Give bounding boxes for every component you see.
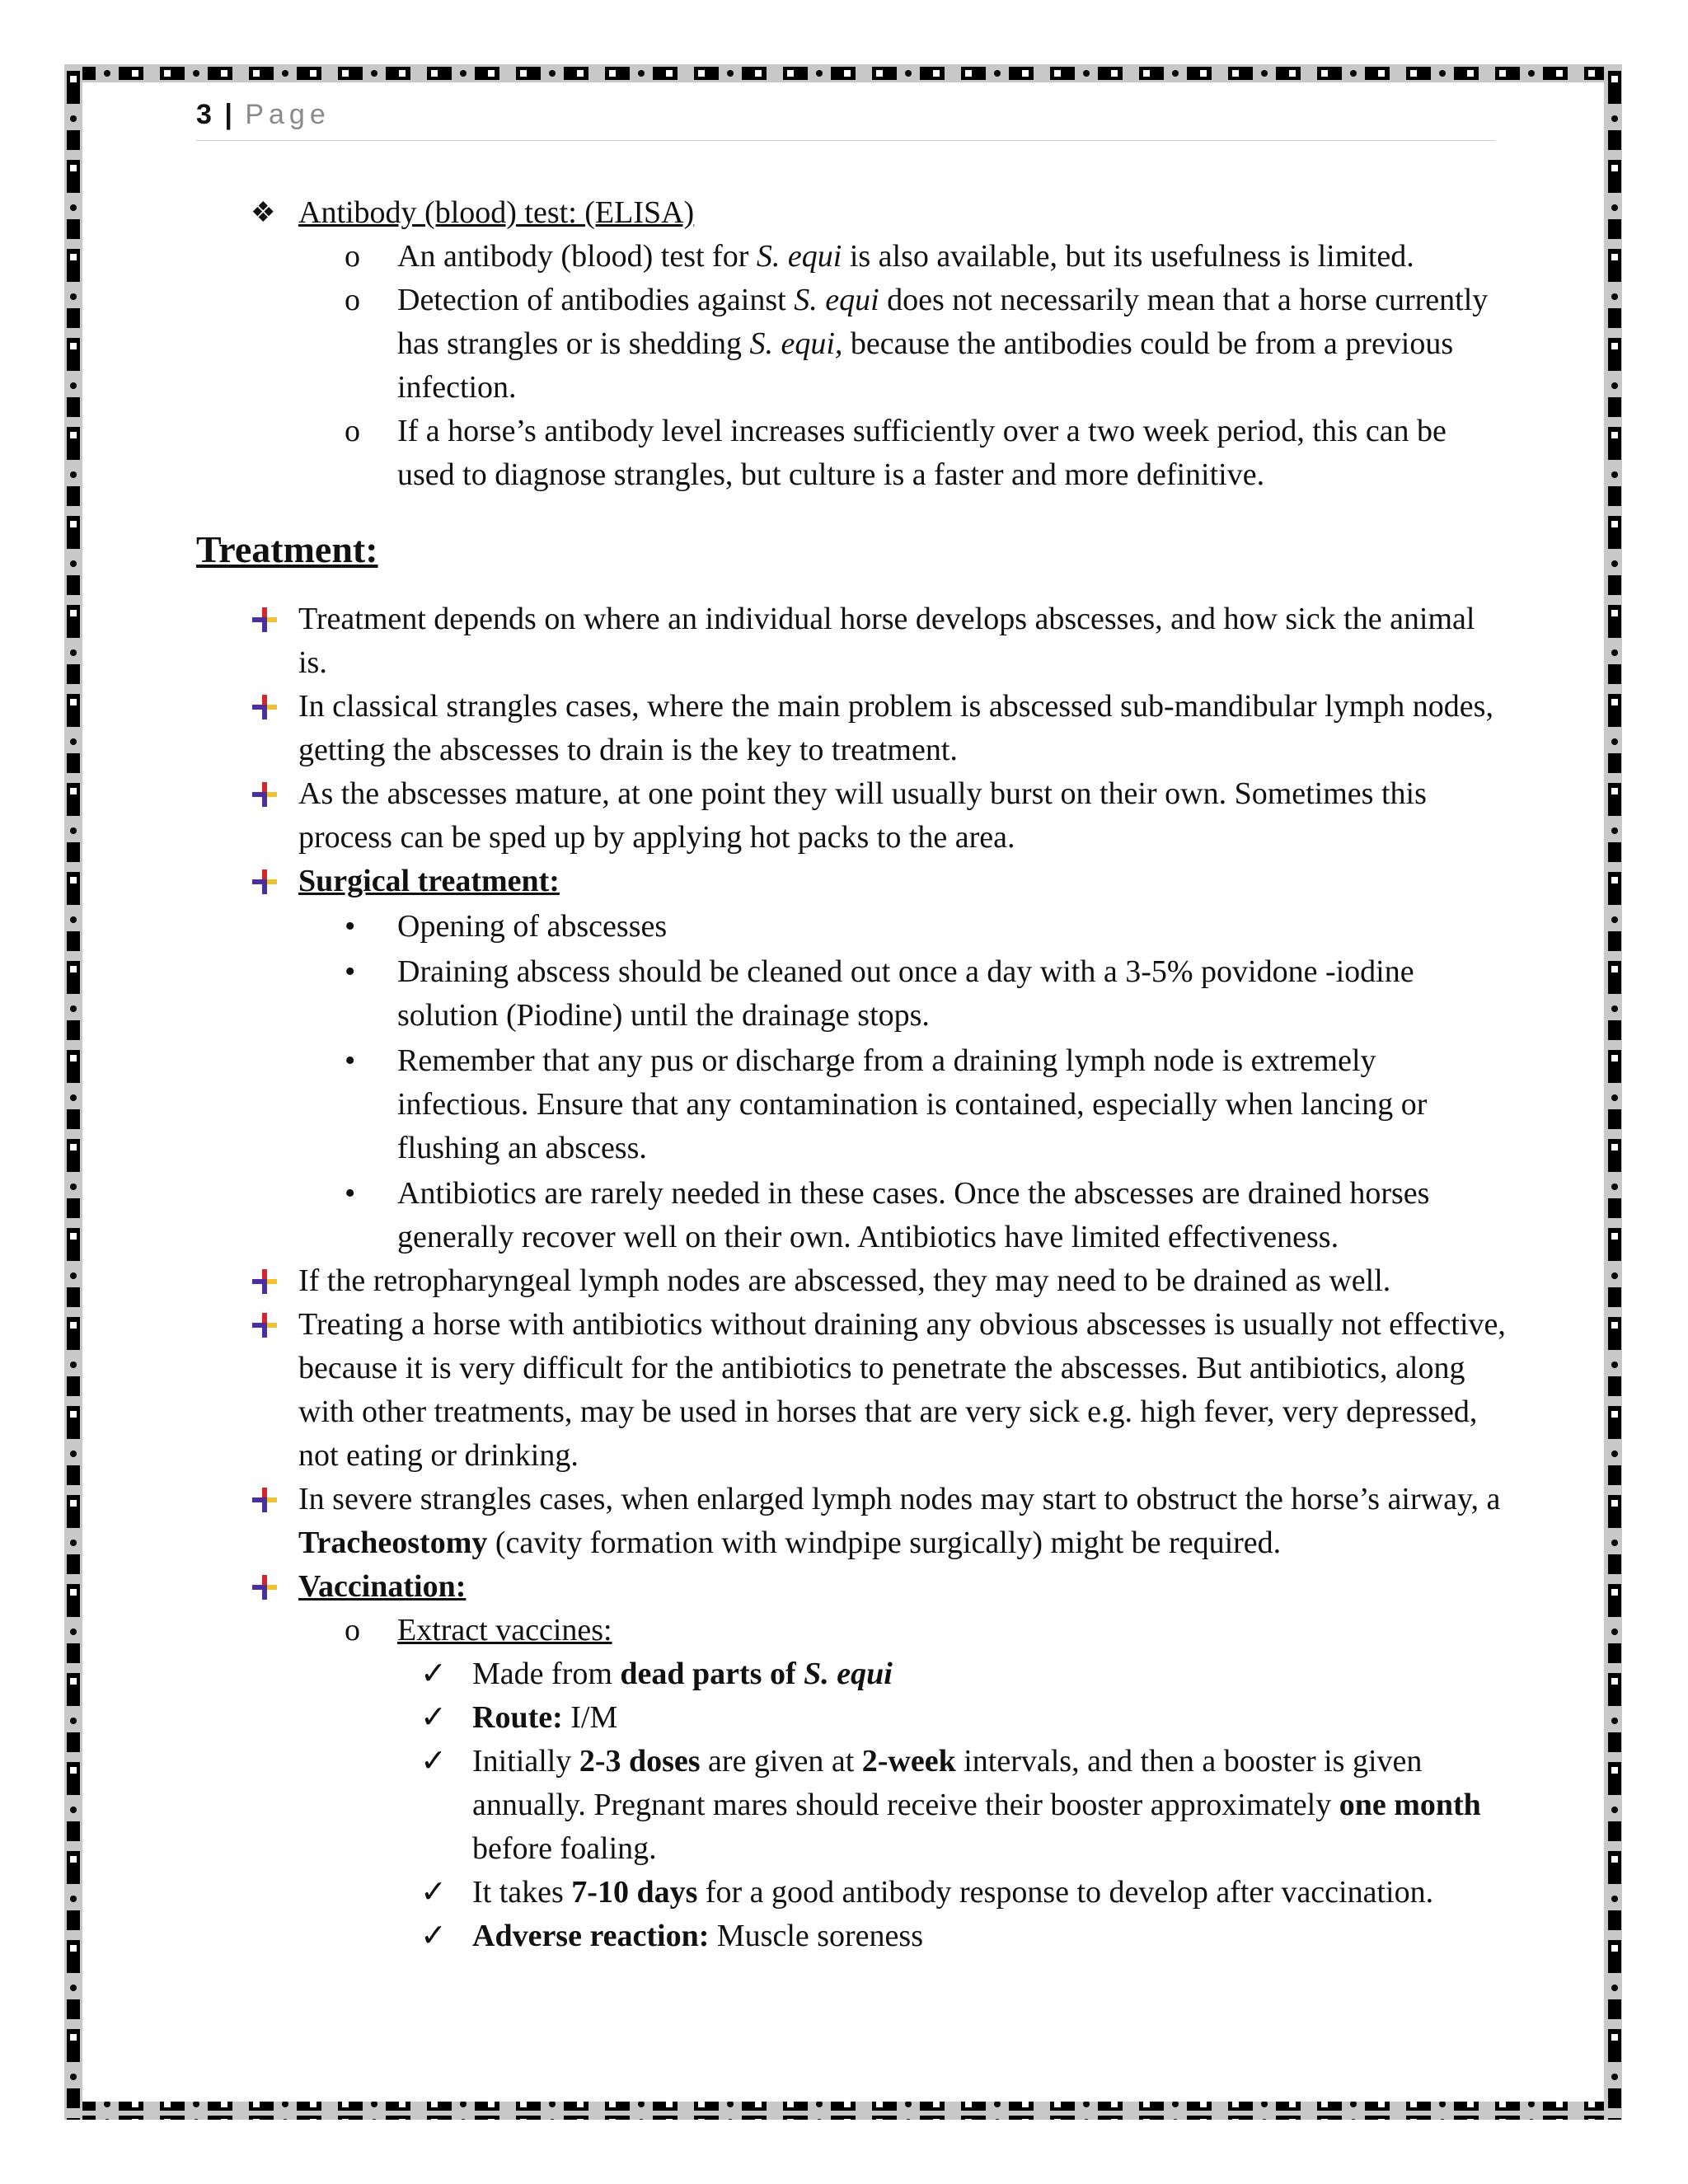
check-icon: ✓ [420,1657,447,1691]
bold-text: Adverse reaction: [472,1919,710,1953]
bullet-icon: • [345,909,356,944]
cross-bullet-icon [251,868,279,896]
list-item [196,1696,1507,1740]
bold-text: Tracheostomy [298,1526,488,1560]
bullet-icon: • [345,954,356,989]
surgical-treatment-title: Surgical treatment: [298,864,560,898]
page-separator: | [224,99,232,130]
circle-bullet-icon: o [345,283,360,317]
list-item [196,772,1507,860]
text: for a good antibody response to develop after vaccination. [697,1875,1434,1910]
bold-text: 7-10 days [571,1875,698,1910]
list-item [196,279,1507,410]
circle-bullet-icon: o [345,1613,360,1647]
text: In severe strangles cases, when enlarged lymph nodes may start to obstruct the horse’s airway, a [298,1482,1501,1516]
antibody-test-title: Antibody (blood) test: (ELISA) [298,195,695,230]
list-item [196,685,1507,772]
circle-bullet-icon: o [345,414,360,448]
text: An antibody (blood) test for [397,239,757,274]
list-item [196,1915,1507,1958]
cross-bullet-icon [251,1268,279,1296]
list-item [196,950,1507,1038]
page-number: 3 [196,99,212,130]
circle-bullet-icon: o [345,239,360,274]
list-item [196,1478,1507,1565]
text: If a horse’s antibody level increases sufficiently over a two week period, this can be used to diagnose strangles, but culture is a faster and more definitive. [397,414,1447,492]
italic-text: S. equi [794,283,879,317]
text: is also available, but its usefulness is limited. [842,239,1414,274]
list-item [196,1172,1507,1259]
check-icon: ✓ [420,1919,447,1953]
document-body [196,191,1507,1958]
list-item [196,1871,1507,1915]
text: before foaling. [472,1831,657,1866]
bold-text: one month [1339,1788,1481,1822]
text: does not necessarily mean that a horse currently has strangles or is shedding [397,283,1489,361]
list-item [196,1740,1507,1871]
cross-bullet-icon [251,1311,279,1339]
text: Detection of antibodies against [397,283,795,317]
italic-text: S. equi [756,239,842,274]
text: Made from [472,1657,621,1691]
list-item [196,1039,1507,1170]
text: In classical strangles cases, where the main problem is abscessed sub-mandibular lymph nodes, getting the abscesses to drain is the key to treatment. [298,689,1493,767]
page-word: Page [245,99,331,130]
text: Treatment depends on where an individual horse develops abscesses, and how sick the animal is. [298,602,1475,680]
text: If the retropharyngeal lymph nodes are abscessed, they may need to be drained as well. [298,1263,1391,1298]
check-icon: ✓ [420,1875,447,1910]
list-item [196,1303,1507,1478]
list-item [196,905,1507,949]
cross-bullet-icon [251,780,279,808]
text: Antibiotics are rarely needed in these cases. Once the abscesses are drained horses generally recover well on their own. Antibiotics have limited effectiveness. [397,1176,1430,1254]
text: Initially [472,1744,579,1779]
text: Treating a horse with antibiotics without draining any obvious abscesses is usually not effective, because it is very difficult for the antibiotics to penetrate the abscesses. But antibiotics, along with other treatments, may be used in horses that are very sick e.g. high fever, very depressed, not eating or drinking. [298,1307,1506,1473]
bold-text: 2-3 doses [579,1744,701,1779]
text: are given at [700,1744,862,1779]
bullet-icon: • [345,1043,356,1078]
bold-text: Route: [472,1700,563,1735]
text: It takes [472,1875,572,1910]
list-item [196,410,1507,497]
text: (cavity formation with windpipe surgically) might be required. [487,1526,1282,1560]
vaccination-title: Vaccination: [298,1569,467,1604]
list-item [196,860,1507,903]
list-item [196,1652,1507,1696]
bullet-icon: • [345,1176,356,1211]
cross-bullet-icon [251,1573,279,1601]
text: As the abscesses mature, at one point they will usually burst on their own. Sometimes this process can be sped up by applying hot packs to the area. [298,776,1427,855]
check-icon: ✓ [420,1744,447,1779]
check-icon: ✓ [420,1700,447,1735]
text: Draining abscess should be cleaned out once a day with a 3-5% povidone -iodine solution (Piodine) until the drainage stops. [397,954,1414,1033]
bold-italic-text: S. equi [804,1657,893,1691]
cross-bullet-icon [251,693,279,721]
list-item [196,1609,1507,1652]
diamond-bullet-icon: ❖ [251,198,276,228]
text: Opening of abscesses [397,909,668,944]
antibody-test-item [196,191,1507,235]
text: I/M [562,1700,618,1735]
list-item [196,1259,1507,1303]
list-item [196,598,1507,685]
italic-text: S. equi, [749,326,843,361]
list-item [196,235,1507,279]
list-item [196,1565,1507,1609]
text: Remember that any pus or discharge from a draining lymph node is extremely infectious. Ensure that any contamination is contained, especially when lancing or flushing an abscess. [397,1043,1428,1165]
treatment-heading: Treatment: [196,528,378,570]
extract-vaccines-title: Extract vaccines: [397,1613,612,1647]
text: because the antibodies could be from a previous infection. [397,326,1454,405]
bold-text: 2-week [861,1744,956,1779]
cross-bullet-icon [251,1486,279,1514]
bold-text: dead parts of [620,1657,804,1691]
text: intervals, and then a booster is given annually. Pregnant mares should receive their booster approximately [472,1744,1423,1822]
text: Muscle soreness [709,1919,923,1953]
page-header [196,99,1495,141]
cross-bullet-icon [251,606,279,634]
